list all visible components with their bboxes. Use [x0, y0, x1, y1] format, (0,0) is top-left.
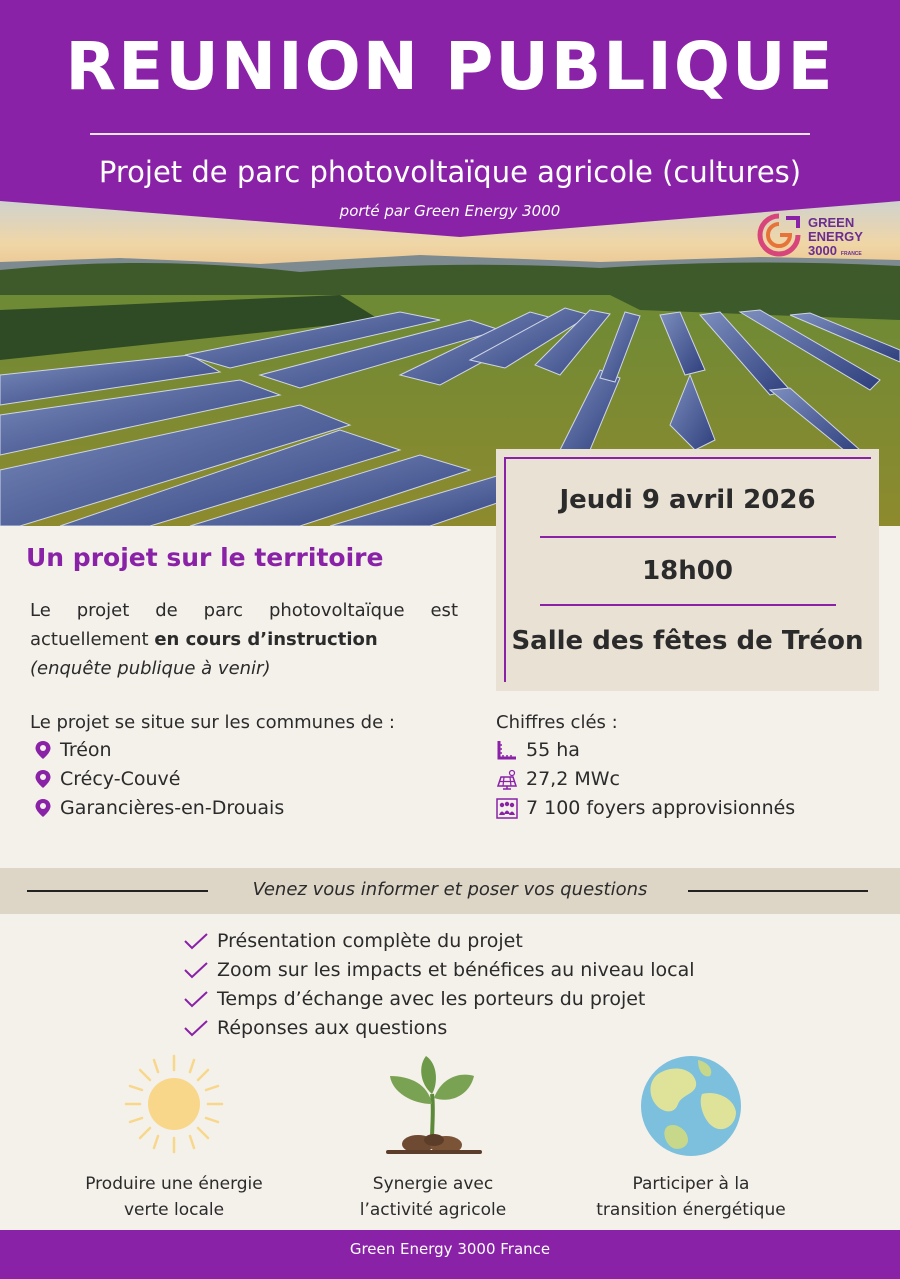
- sun-caption-line1: Produire une énergie: [85, 1174, 263, 1194]
- logo-line1: GREEN: [808, 215, 855, 230]
- event-details-box: [496, 449, 879, 691]
- earth-caption-line1: Participer à la: [632, 1174, 750, 1194]
- location-pin-icon: [34, 769, 52, 789]
- households-icon: [496, 797, 518, 819]
- communes-title: Le projet se situe sur les communes de :: [30, 712, 395, 733]
- earth-caption: [581, 1171, 801, 1223]
- logo-line2: ENERGY: [808, 229, 863, 244]
- footer-bar: [0, 1230, 900, 1279]
- section-title: Un projet sur le territoire: [26, 543, 384, 572]
- key-figure-value: 7 100 foyers approvisionnés: [526, 797, 796, 819]
- location-pin-icon: [34, 798, 52, 818]
- para-bold: en cours d’instruction: [154, 629, 378, 650]
- commune-name: Garancières-en-Drouais: [60, 797, 285, 819]
- event-divider-1: [540, 536, 836, 538]
- title-divider: [90, 133, 810, 135]
- commune-item: [34, 768, 180, 790]
- agenda-item: [183, 988, 645, 1010]
- para-text: Le projet de parc photovoltaïque est actuellement: [30, 600, 458, 650]
- location-pin-icon: [34, 740, 52, 760]
- commune-name: Tréon: [60, 739, 112, 761]
- key-figure-item: [496, 797, 795, 819]
- ruler-area-icon: [496, 739, 518, 761]
- agenda-item: [183, 930, 523, 952]
- plant-caption: [323, 1171, 543, 1223]
- key-figure-value: 55 ha: [526, 739, 580, 761]
- sun-caption: [64, 1171, 284, 1223]
- agenda-item: [183, 1017, 447, 1039]
- band-text: Venez vous informer et poser vos questions: [252, 879, 648, 900]
- logo-line3: 3000: [808, 243, 837, 258]
- agenda-text: Réponses aux questions: [217, 1017, 448, 1039]
- key-figure-item: [496, 739, 580, 761]
- project-paragraph: [30, 596, 458, 683]
- event-divider-2: [540, 604, 836, 606]
- solar-panel-icon: [496, 768, 518, 790]
- project-porter: porté par Green Energy 3000: [339, 202, 561, 220]
- event-time: 18h00: [642, 556, 733, 586]
- key-figures-title: Chiffres clés :: [496, 712, 618, 733]
- page-title: REUNION PUBLIQUE: [65, 28, 835, 105]
- agenda-item: [183, 959, 695, 981]
- green-energy-logo: [752, 210, 884, 264]
- event-date: Jeudi 9 avril 2026: [559, 485, 816, 515]
- plant-caption-line2: l’activité agricole: [359, 1200, 507, 1220]
- key-figure-item: [496, 768, 620, 790]
- commune-item: [34, 797, 284, 819]
- logo-line3-small: FRANCE: [840, 251, 862, 257]
- checkmark-icon: [183, 989, 209, 1009]
- earth-globe-icon: [638, 1054, 744, 1158]
- agenda-text: Zoom sur les impacts et bénéfices au niveau local: [217, 959, 695, 981]
- sun-caption-line2: verte locale: [123, 1200, 225, 1220]
- checkmark-icon: [183, 931, 209, 951]
- agenda-text: Présentation complète du projet: [217, 930, 523, 952]
- page-subtitle: Projet de parc photovoltaïque agricole (cultures): [98, 155, 802, 189]
- earth-caption-line2: transition énergétique: [596, 1200, 786, 1220]
- commune-name: Crécy-Couvé: [60, 768, 181, 790]
- band-rule-right: [688, 890, 868, 892]
- event-place: Salle des fêtes de Tréon: [511, 626, 864, 656]
- plant-caption-line1: Synergie avec: [372, 1174, 494, 1194]
- checkmark-icon: [183, 960, 209, 980]
- logo-swirl-icon: [756, 212, 802, 258]
- sun-icon: [122, 1052, 226, 1156]
- sprout-icon: [382, 1054, 486, 1158]
- key-figure-value: 27,2 MWc: [526, 768, 620, 790]
- para-italic: (enquête publique à venir): [30, 658, 271, 679]
- commune-item: [34, 739, 112, 761]
- footer-text: Green Energy 3000 France: [349, 1240, 551, 1258]
- info-band: [0, 868, 900, 914]
- checkmark-icon: [183, 1018, 209, 1038]
- agenda-text: Temps d’échange avec les porteurs du projet: [217, 988, 646, 1010]
